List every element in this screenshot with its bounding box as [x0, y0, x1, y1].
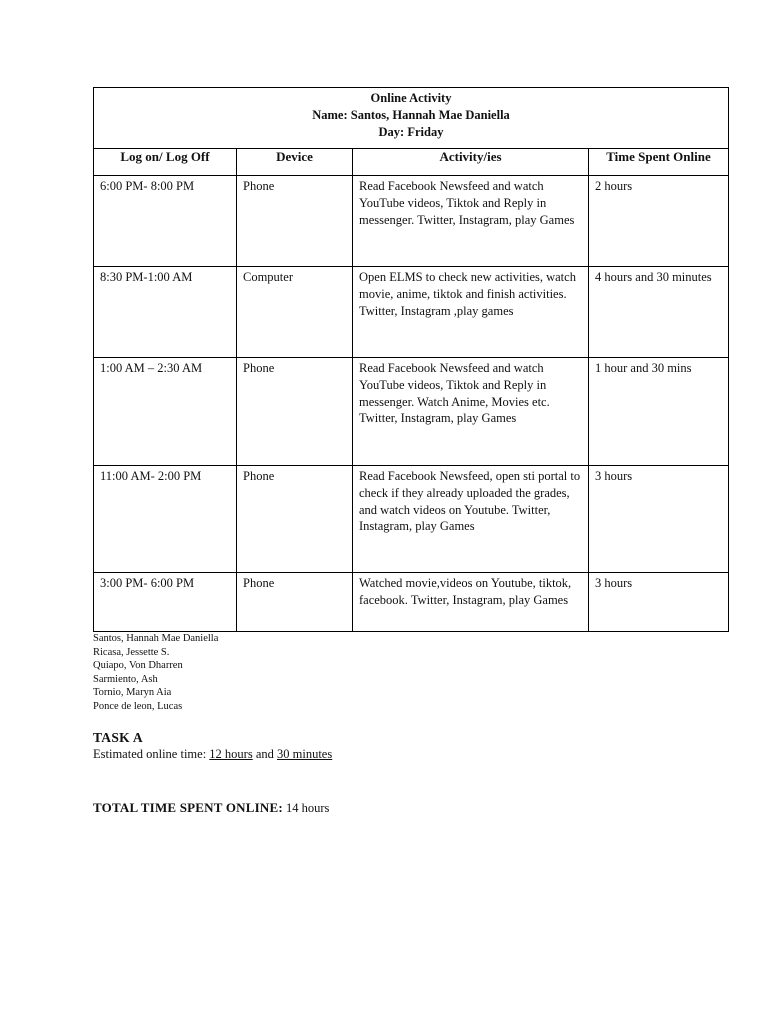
column-header-activity: Activity/ies — [353, 149, 589, 176]
estimate-minutes: 30 minutes — [277, 747, 333, 761]
table-row — [94, 267, 729, 358]
log-cell: 11:00 AM- 2:00 PM — [94, 466, 237, 573]
total-time-spent — [93, 800, 329, 816]
member-name: Ponce de leon, Lucas — [93, 700, 183, 712]
estimate-and: and — [252, 747, 278, 761]
device-cell: Phone — [237, 358, 353, 466]
time-spent-cell: 1 hour and 30 mins — [589, 358, 729, 466]
log-cell: 1:00 AM – 2:30 AM — [94, 358, 237, 466]
time-spent-cell: 3 hours — [589, 573, 729, 632]
estimate-label: Estimated online time: — [93, 747, 210, 761]
column-header-log: Log on/ Log Off — [94, 149, 237, 176]
activity-cell: Open ELMS to check new activities, watch movie, anime, tiktok and finish activities. Twitter, Instagram ,play games — [353, 267, 589, 358]
activity-cell: Read Facebook Newsfeed, open sti portal to check if they already uploaded the grades, and watch videos on Youtube. Twitter, Instagram, play Games — [353, 466, 589, 573]
activity-table — [93, 87, 729, 632]
time-spent-cell: 3 hours — [589, 466, 729, 573]
table-header-row — [94, 149, 729, 176]
device-cell: Computer — [237, 267, 353, 358]
time-spent-cell: 4 hours and 30 minutes — [589, 267, 729, 358]
table-row — [94, 358, 729, 466]
task-title: TASK A — [93, 730, 143, 745]
table-title: Online Activity — [370, 91, 452, 105]
estimate-hours: 12 hours — [209, 747, 253, 761]
member-name: Ricasa, Jessette S. — [93, 646, 170, 658]
device-cell: Phone — [237, 176, 353, 267]
device-cell: Phone — [237, 573, 353, 632]
table-row — [94, 466, 729, 573]
activity-cell: Read Facebook Newsfeed and watch YouTube videos, Tiktok and Reply in messenger. Watch Anime, Movies etc. Twitter, Instagram, play Games — [353, 358, 589, 466]
log-cell: 6:00 PM- 8:00 PM — [94, 176, 237, 267]
total-value: 14 hours — [282, 801, 330, 815]
device-cell: Phone — [237, 466, 353, 573]
column-header-time-spent: Time Spent Online — [589, 149, 729, 176]
member-name: Sarmiento, Ash — [93, 673, 158, 685]
member-name: Santos, Hannah Mae Daniella — [93, 633, 219, 644]
member-name: Quiapo, Von Dharren — [93, 660, 183, 672]
member-name: Tornio, Maryn Aia — [93, 687, 172, 699]
time-spent-cell: 2 hours — [589, 176, 729, 267]
log-cell: 8:30 PM-1:00 AM — [94, 267, 237, 358]
student-name: Name: Santos, Hannah Mae Daniella — [312, 108, 510, 122]
table-row — [94, 573, 729, 632]
table-title-block — [94, 88, 729, 149]
total-label: TOTAL TIME SPENT ONLINE: — [93, 800, 283, 815]
estimated-online-time — [93, 747, 332, 762]
group-members-list — [93, 632, 218, 714]
activity-cell: Watched movie,videos on Youtube, tiktok, facebook. Twitter, Instagram, play Games — [353, 573, 589, 632]
log-cell: 3:00 PM- 6:00 PM — [94, 573, 237, 632]
activity-cell: Read Facebook Newsfeed and watch YouTube videos, Tiktok and Reply in messenger. Twitter, Instagram, play Games — [353, 176, 589, 267]
activity-day: Day: Friday — [378, 125, 444, 139]
column-header-device: Device — [237, 149, 353, 176]
table-row — [94, 176, 729, 267]
